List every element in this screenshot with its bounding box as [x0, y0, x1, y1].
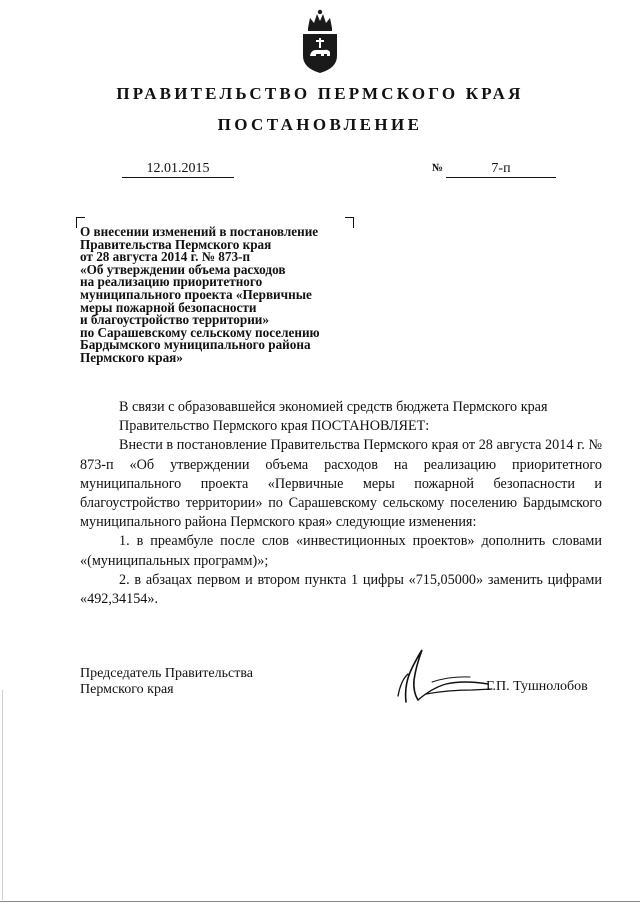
subject-line: Бардымского муниципального района — [80, 337, 311, 353]
subject-line: и благоустройство территории» — [80, 312, 269, 328]
scan-edge-bottom — [0, 901, 640, 902]
signatory-position — [80, 666, 253, 697]
subject-line: муниципального проекта «Первичные — [80, 286, 312, 302]
subject-line: «Об утверждении объема расходов — [80, 261, 286, 277]
subject-line: меры пожарной безопасности — [80, 299, 257, 315]
amendment-paragraph: Внести в постановление Правительства Пермского края от 28 августа 2014 г. № 873-п «Об утверждении объема расходов на реализацию приоритетного муниципального проекта «Первичные меры пожарной безопасности и благоустройство территории» по Сарашевскому сельскому поселению Бардымского муниципального района Пермского края» следующие изменения: — [80, 437, 602, 531]
document-body — [80, 398, 602, 609]
document-number: 7-п — [446, 160, 556, 178]
handwritten-signature — [392, 644, 507, 706]
signatory-position-line: Пермского края — [80, 681, 174, 697]
preamble-paragraph: В связи с образовавшейся экономией средств бюджета Пермского края — [119, 399, 548, 415]
government-title: ПРАВИТЕЛЬСТВО ПЕРМСКОГО КРАЯ — [116, 84, 524, 103]
document-date: 12.01.2015 — [122, 160, 234, 178]
document-subject — [80, 226, 370, 365]
document-type: ПОСТАНОВЛЕНИЕ — [217, 115, 423, 134]
scan-edge-left — [2, 690, 3, 900]
item-1-paragraph: 1. в преамбуле после слов «инвестиционных проектов» дополнить словами «(муниципальных программ)»; — [80, 533, 602, 569]
signatory-position-line: Председатель Правительства — [80, 666, 253, 681]
subject-line: на реализацию приоритетного — [80, 274, 263, 290]
subject-line: Пермского края» — [80, 349, 183, 365]
signatory-name: Г.П. Тушнолобов — [486, 679, 588, 694]
number-sign: № — [432, 162, 444, 174]
coat-of-arms-emblem — [299, 8, 341, 74]
subject-line: по Сарашевскому сельскому поселению — [80, 324, 320, 340]
resolution-paragraph: Правительство Пермского края ПОСТАНОВЛЯЕТ: — [119, 418, 430, 435]
subject-line: Правительства Пермского края — [80, 236, 272, 252]
subject-line: от 28 августа 2014 г. № 873-п — [80, 249, 251, 265]
subject-line: О внесении изменений в постановление — [80, 224, 319, 239]
item-2-paragraph: 2. в абзацах первом и втором пункта 1 цифры «715,05000» заменить цифрами «492,34154». — [80, 571, 602, 608]
